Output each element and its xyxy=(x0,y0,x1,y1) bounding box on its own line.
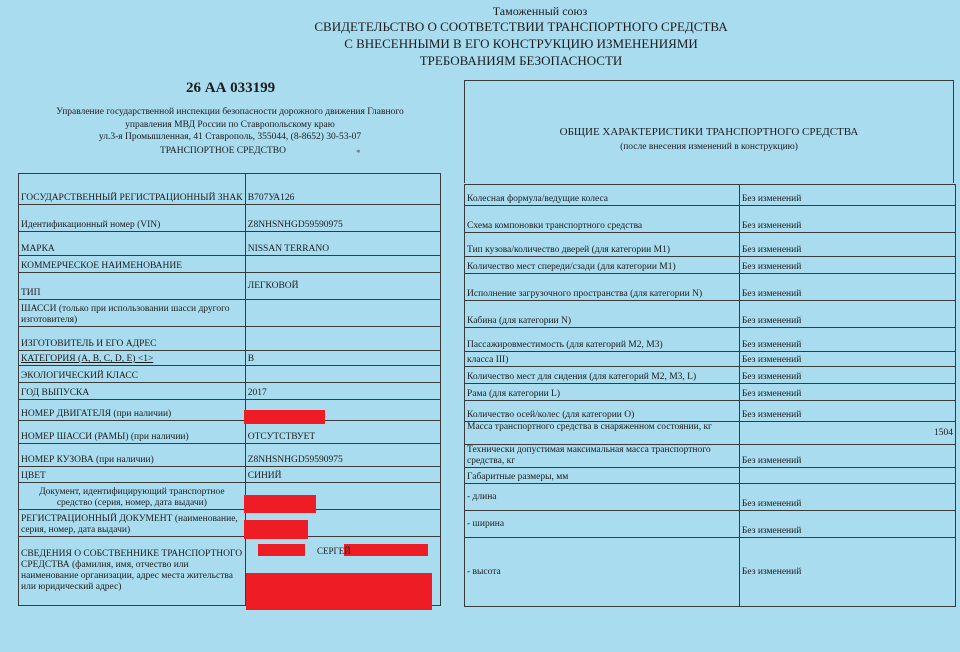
table-row xyxy=(465,274,956,301)
table-row xyxy=(465,384,956,401)
row-value: Z8NHSNHGD59590975 xyxy=(245,205,440,232)
table-row xyxy=(465,484,956,511)
redaction-engine-number xyxy=(244,410,325,424)
row-label: ШАССИ (только при использовании шасси другого изготовителя) xyxy=(19,300,246,327)
row-label: НОМЕР ДВИГАТЕЛЯ (при наличии) xyxy=(19,400,246,421)
issuer-line-3: ул.3-я Промышленная, 41 Ставрополь, 355044, (8-8652) 30-53-07 xyxy=(98,132,362,142)
table-row xyxy=(465,257,956,274)
row-value: ОТСУТСТВУЕТ xyxy=(245,421,440,444)
row-label: Количество мест спереди/сзади (для категории М1) xyxy=(465,257,740,274)
row-label: Идентификационный номер (VIN) xyxy=(19,205,246,232)
table-row xyxy=(465,422,956,445)
table-row xyxy=(19,483,441,510)
row-label: НОМЕР ШАССИ (РАМЫ) (при наличии) xyxy=(19,421,246,444)
customs-union-label: Таможенный союз xyxy=(492,4,588,18)
vehicle-heading-mark: * xyxy=(356,148,361,158)
row-label: НОМЕР КУЗОВА (при наличии) xyxy=(19,444,246,467)
redaction-vehicle-document xyxy=(244,495,316,513)
row-value: 2017 xyxy=(245,383,440,400)
row-label: КАТЕГОРИЯ (A, B, C, D, E) <1> xyxy=(19,351,246,366)
table-row xyxy=(465,352,956,367)
row-value: 1504 xyxy=(739,422,955,445)
row-label: Количество осей/колес (для категории О) xyxy=(465,401,740,422)
row-label: КОММЕРЧЕСКОЕ НАИМЕНОВАНИЕ xyxy=(19,256,246,273)
row-value xyxy=(245,300,440,327)
row-value: Без изменений xyxy=(739,511,955,538)
table-row xyxy=(465,301,956,328)
table-row xyxy=(465,328,956,352)
row-value: Без изменений xyxy=(739,274,955,301)
row-label: Масса транспортного средства в снаряженном состоянии, кг xyxy=(465,422,740,445)
row-value: ЛЕГКОВОЙ xyxy=(245,273,440,300)
row-label: Колесная формула/ведущие колеса xyxy=(465,185,740,206)
issuer-line-1: Управление государственной инспекции безопасности дорожного движения Главного xyxy=(56,107,404,117)
row-value: Без изменений xyxy=(739,257,955,274)
redaction-owner-address xyxy=(246,573,432,610)
issuer-block xyxy=(30,106,430,144)
table-row xyxy=(19,421,441,444)
row-value: Без изменений xyxy=(739,301,955,328)
row-label: ИЗГОТОВИТЕЛЬ И ЕГО АДРЕС xyxy=(19,327,246,351)
row-value: NISSAN TERRANO xyxy=(245,232,440,256)
table-row xyxy=(465,367,956,384)
vehicle-heading: ТРАНСПОРТНОЕ СРЕДСТВО xyxy=(160,146,286,156)
row-label: СВЕДЕНИЯ О СОБСТВЕННИКЕ ТРАНСПОРТНОГО СРЕДСТВА (фамилия, имя, отчество или наименование организации, адрес места жительства или юридический адрес) xyxy=(19,537,246,606)
row-label: Документ, идентифицирующий транспортное средство (серия, номер, дата выдачи) xyxy=(19,483,246,510)
table-row xyxy=(465,233,956,257)
table-row xyxy=(465,206,956,233)
row-label: Исполнение загрузочного пространства (для категории N) xyxy=(465,274,740,301)
row-value: Без изменений xyxy=(739,206,955,233)
row-value: Без изменений xyxy=(739,185,955,206)
table-row xyxy=(19,510,441,537)
row-label: ГОСУДАРСТВЕННЫЙ РЕГИСТРАЦИОННЫЙ ЗНАК xyxy=(19,174,246,205)
row-label: Количество мест для сидения (для категорий М2, М3, L) xyxy=(465,367,740,384)
row-label: класса III) xyxy=(465,352,740,367)
issuer-line-2: управления МВД России по Ставропольскому краю xyxy=(125,119,335,130)
row-value: Z8NHSNHGD59590975 xyxy=(245,444,440,467)
characteristics-table xyxy=(464,184,956,607)
row-label: ГОД ВЫПУСКА xyxy=(19,383,246,400)
row-value: Без изменений xyxy=(739,384,955,401)
owner-first-name: СЕРГЕЙ xyxy=(317,546,351,556)
document-number: 26 АА 033199 xyxy=(186,80,276,96)
table-row xyxy=(19,205,441,232)
table-row xyxy=(19,444,441,467)
row-value: Без изменений xyxy=(739,352,955,367)
row-label: Рама (для категории L) xyxy=(465,384,740,401)
row-value: Без изменений xyxy=(739,401,955,422)
table-row xyxy=(19,400,441,421)
row-value xyxy=(245,327,440,351)
table-row xyxy=(19,300,441,327)
certificate-title-line1: СВИДЕТЕЛЬСТВО О СООТВЕТСТВИИ ТРАНСПОРТНОГО СРЕДСТВА xyxy=(314,19,728,34)
row-label: ЭКОЛОГИЧЕСКИЙ КЛАСС xyxy=(19,366,246,383)
row-label: - высота xyxy=(465,538,740,607)
table-row xyxy=(19,232,441,256)
row-value: Без изменений xyxy=(739,538,955,607)
certificate-title-line2: С ВНЕСЕННЫМИ В ЕГО КОНСТРУКЦИЮ ИЗМЕНЕНИЯМИ xyxy=(344,36,698,51)
row-label: - ширина xyxy=(465,511,740,538)
certificate-title-line3: ТРЕБОВАНИЯМ БЕЗОПАСНОСТИ xyxy=(419,53,623,68)
row-label: Пассажировместимость (для категорий М2, М3) xyxy=(465,328,740,352)
row-value: Без изменений xyxy=(739,445,955,468)
row-value: B xyxy=(245,351,440,366)
row-label: Кабина (для категории N) xyxy=(465,301,740,328)
table-row xyxy=(465,538,956,607)
row-label: Схема компоновки транспортного средства xyxy=(465,206,740,233)
row-label: ЦВЕТ xyxy=(19,467,246,483)
table-row xyxy=(465,185,956,206)
row-label: МАРКА xyxy=(19,232,246,256)
table-row xyxy=(19,467,441,483)
row-value: Без изменений xyxy=(739,328,955,352)
table-row xyxy=(19,383,441,400)
row-label: - длина xyxy=(465,484,740,511)
row-value: Без изменений xyxy=(739,233,955,257)
row-value xyxy=(245,256,440,273)
table-row xyxy=(19,256,441,273)
table-row xyxy=(465,511,956,538)
table-row xyxy=(19,366,441,383)
row-label: Технически допустимая максимальная масса транспортного средства, кг xyxy=(465,445,740,468)
table-row xyxy=(465,468,956,484)
row-value: Без изменений xyxy=(739,367,955,384)
table-row xyxy=(19,351,441,366)
characteristics-title: ОБЩИЕ ХАРАКТЕРИСТИКИ ТРАНСПОРТНОГО СРЕДСТВА xyxy=(559,126,859,138)
table-row xyxy=(19,273,441,300)
vehicle-data-table xyxy=(18,173,441,606)
table-row xyxy=(19,327,441,351)
redaction-owner-surname xyxy=(258,544,305,556)
redaction-owner-patronymic xyxy=(344,544,428,556)
row-label: Тип кузова/количество дверей (для категории М1) xyxy=(465,233,740,257)
characteristics-subtitle: (после внесения изменений в конструкцию) xyxy=(620,142,798,152)
row-value: СИНИЙ xyxy=(245,467,440,483)
row-value: Без изменений xyxy=(739,484,955,511)
row-value xyxy=(245,366,440,383)
row-value xyxy=(739,468,955,484)
row-label: Габаритные размеры, мм xyxy=(465,468,740,484)
redaction-registration-document xyxy=(244,520,308,539)
table-row xyxy=(19,174,441,205)
table-row xyxy=(465,445,956,468)
row-value: В707УА126 xyxy=(245,174,440,205)
row-label: ТИП xyxy=(19,273,246,300)
row-label: РЕГИСТРАЦИОННЫЙ ДОКУМЕНТ (наименование, серия, номер, дата выдачи) xyxy=(19,510,246,537)
table-row xyxy=(465,401,956,422)
